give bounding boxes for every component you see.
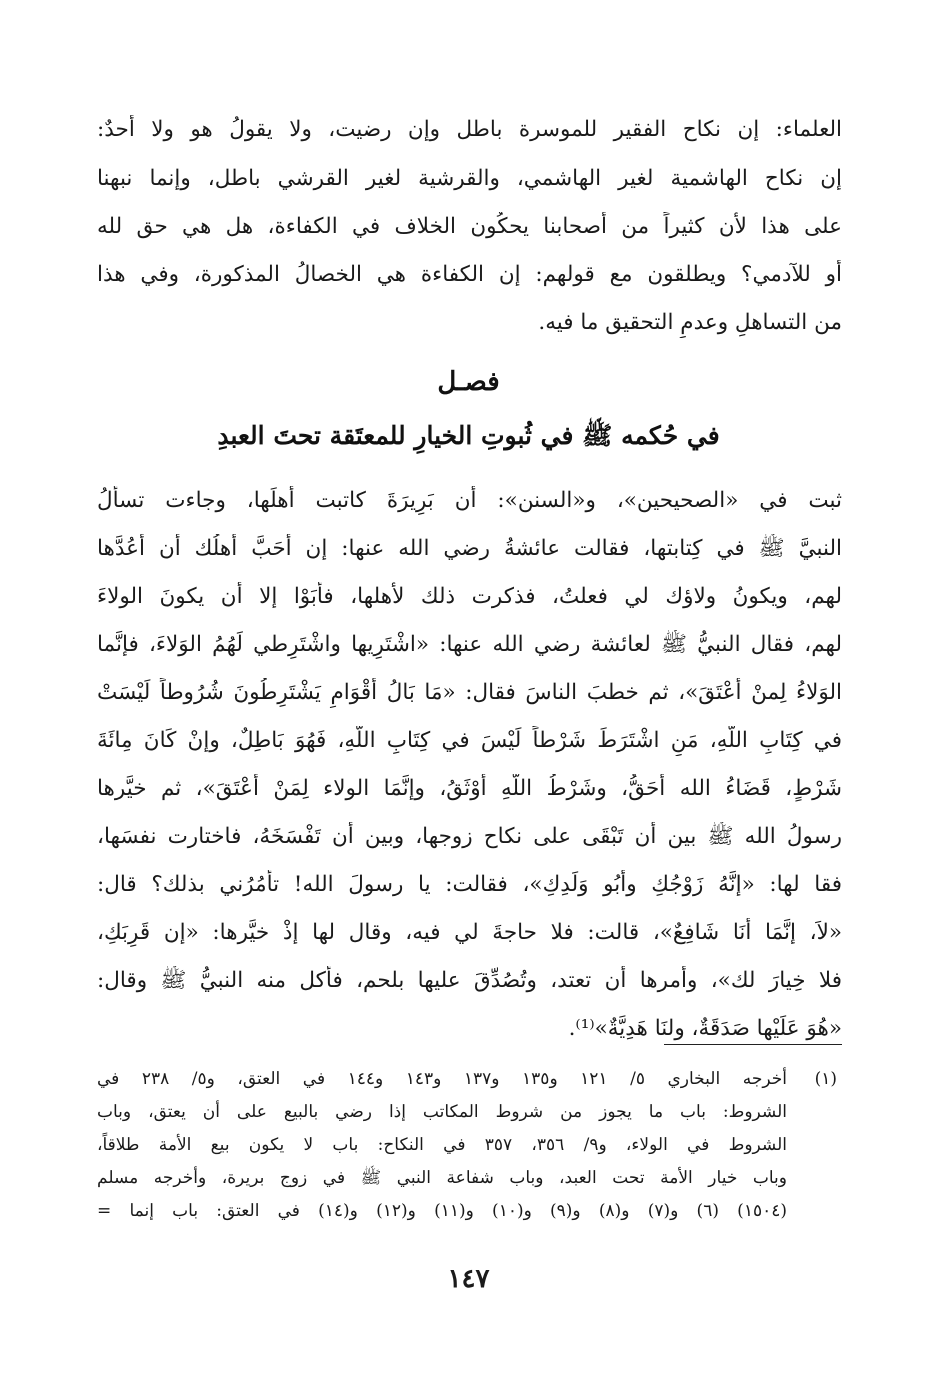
footnote-line: (١٥٠٤) (٦) و(٧) و(٨) و(٩) و(١٠) و(١١) و(١٢) و(١٤) في العتق: باب إنما = <box>97 1201 787 1221</box>
text-line: لهم، فقال النبيُّ ﷺ لعائشة رضي الله عنها: «اشْتَرِيها واشْتَرِطي لَهُمُ الوَلاءَ، فإنَّما <box>97 632 842 657</box>
text-line: لهم، ويكونُ ولاؤك لي فعلتُ، فذكرت ذلك لأهلها، فأبَوْا إلا أن يكونَ الولاءَ <box>97 584 842 609</box>
text-line: ثبت في «الصحيحين»، و«السنن»: أن بَرِيرَةَ كاتبت أهلَها، وجاءت تسألُ <box>97 488 842 513</box>
text-line: شَرْطٍ، قَضَاءُ الله أحَقُّ، وشَرْطُ اللَّهِ أوْثَقُ، وإنَّمَا الولاء لِمَنْ أعْتَقَ»، ثم خيَّرها <box>97 776 842 801</box>
text-line: على هذا لأن كثيراً من أصحابنا يحكُون الخلاف في الكفاءة، هل هي حق لله <box>97 214 842 239</box>
text-line: الوَلاءُ لِمنْ أعْتَقَ»، ثم خطبَ الناسَ فقال: «مَا بَالُ أقْوَامٍ يَشْتَرِطُونَ شُرُوطاً لَيْسَتْ <box>97 680 842 705</box>
text-line: «هُوَ عَلَيْها صَدَقَةٌ، ولنَا هَدِيَّةٌ»⁽¹⁾. <box>568 1016 842 1041</box>
section-heading: فصـل <box>437 367 500 397</box>
text-line: «لاَ، إنَّمَا أنَا شَافِعٌ»، قالت: فلا حاجةَ لي فيه، وقال لها إذْ خيَّرها: «إن قَرِبَكِ، <box>97 920 842 945</box>
text-line: فلا خِيارَ لك»، وأمرها أن تعتد، وتُصُدِّقَ عليها بلحم، فأكل منه النبيُّ ﷺ وقال: <box>97 968 842 993</box>
page-number: ١٤٧ <box>447 1264 490 1294</box>
text-line: النبيَّ ﷺ في كِتابتها، فقالت عائشةُ رضي الله عنها: إن أحَبَّ أهلُك أن أعُدَّها <box>97 536 842 561</box>
text-line: رسولُ الله ﷺ بين أن تَبْقَى على نكاح زوجها، وبين أن تَفْسَخَهُ، فاختارت نفسَها، <box>97 824 842 849</box>
footnote-line: وباب خيار الأمة تحت العبد، وباب شفاعة النبي ﷺ في زوج بريرة، وأخرجه مسلم <box>97 1168 787 1188</box>
text-line: في كِتَابِ اللَّهِ، مَنِ اشْتَرَطَ شَرْطاً لَيْسَ في كِتَابِ اللَّهِ، فَهُوَ بَاطِلٌ، وإنْ كَانَ مِائَةَ <box>97 728 842 753</box>
section-subheading: في حُكمه ﷺ في ثُبوتِ الخيارِ للمعتَقة تحتَ العبدِ <box>217 421 720 450</box>
footnote-line: الشروط في الولاء، و٩/ ٣٥٦، ٣٥٧ في النكاح: باب لا يكون بيع الأمة طلاقاً، <box>97 1135 787 1155</box>
footnote-line: الشروط: باب ما يجوز من شروط المكاتب إذا رضي بالبيع على أن يعتق، وباب <box>97 1102 787 1122</box>
text-line: إن نكاح الهاشمية لغير الهاشمي، والقرشية لغير القرشي باطل، وإنما نبهنا <box>97 166 842 191</box>
text-line: من التساهلِ وعدمِ التحقيق ما فيه. <box>538 310 842 335</box>
footnote-line: أخرجه البخاري ٥/ ١٢١ و١٣٥ و١٣٧ و١٤٣ و١٤٤ في العتق، و٥/ ٢٣٨ في <box>97 1069 787 1089</box>
footnote-number: (١) <box>814 1069 837 1089</box>
text-line: فقا لها: «إنَّهُ زَوْجُكِ وأبُو وَلَدِكِ»، فقالت: يا رسولَ الله! تأمُرُني بذلك؟ قال: <box>97 872 842 897</box>
text-line: أو للآدمي؟ ويطلقون مع قولهم: إن الكفاءة هي الخصالُ المذكورة، وفي هذا <box>97 262 842 287</box>
footnote-separator <box>664 1044 842 1045</box>
text-line: العلماء: إن نكاح الفقير للموسرة باطل وإن رضيت، ولا يقولُ هو ولا أحدٌ: <box>97 117 842 142</box>
